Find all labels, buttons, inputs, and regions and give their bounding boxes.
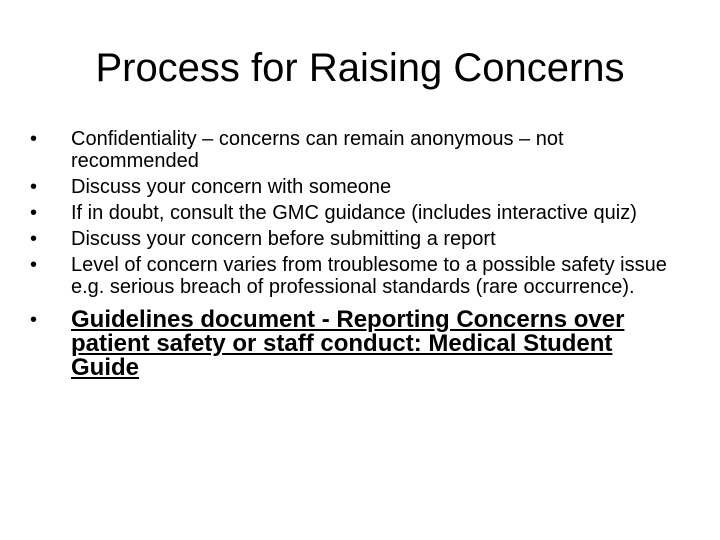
bullet-glyph: • — [30, 254, 38, 276]
bullet-glyph: • — [30, 202, 38, 224]
bullet-text: Confidentiality – concerns can remain anonymous – not recommended — [71, 128, 564, 172]
bullet-item-level-of-concern — [30, 254, 680, 298]
bullet-text: If in doubt, consult the GMC guidance (includes interactive quiz) — [71, 202, 637, 224]
bullet-item-guidelines-link — [30, 308, 680, 380]
bullet-item-gmc-guidance — [30, 202, 680, 224]
bullet-text: Discuss your concern with someone — [71, 176, 392, 198]
bullet-text: Discuss your concern before submitting a report — [71, 228, 496, 250]
bullet-list — [30, 128, 680, 384]
bullet-glyph: • — [30, 128, 38, 150]
bullet-glyph: • — [30, 228, 38, 250]
slide-title: Process for Raising Concerns — [95, 46, 625, 90]
bullet-item-discuss — [30, 176, 680, 198]
bullet-item-confidentiality — [30, 128, 680, 172]
bullet-glyph: • — [30, 309, 38, 331]
bullet-item-before-report — [30, 228, 680, 250]
guidelines-document-link[interactable]: Guidelines document - Reporting Concerns over patient safety or staff conduct: Medical Student Guide — [71, 306, 625, 381]
bullet-glyph: • — [30, 176, 38, 198]
bullet-text: Level of concern varies from troublesome to a possible safety issue e.g. serious breach of professional standards (rare occurrence). — [71, 254, 667, 298]
